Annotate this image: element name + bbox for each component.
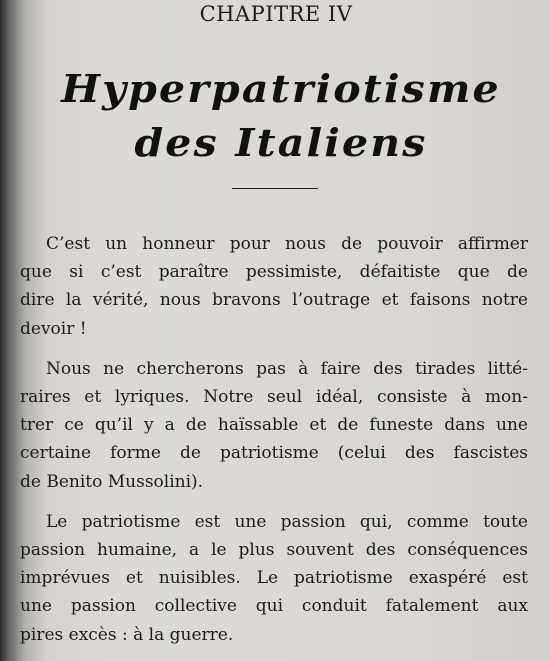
text-line: C’est un honneur pour nous de pouvoir affirmer [46, 234, 528, 254]
chapter-title-line-2: des Italiens [134, 120, 428, 165]
chapter-heading: CHAPITRE IV [199, 2, 353, 26]
chapter-title-line-1: Hyperpatriotisme [61, 66, 501, 111]
text-line: que si c’est paraître pessimiste, défaitiste que de [20, 262, 528, 283]
text-line: trer ce qu’il y a de haïssable et de funeste dans une [20, 415, 528, 436]
text-line: une passion collective qui conduit fatalement aux [20, 596, 528, 617]
text-line: passion humaine, a le plus souvent des conséquences [20, 540, 528, 561]
text-line: pires excès : à la guerre. [20, 624, 234, 645]
text-line: raires et lyriques. Notre seul idéal, consiste à mon- [20, 387, 528, 408]
text-line: certaine forme de patriotisme (celui des fascistes [20, 443, 528, 464]
text-line: de Benito Mussolini). [20, 471, 204, 492]
body-text [20, 230, 528, 661]
text-line: imprévues et nuisibles. Le patriotisme exaspéré est [20, 568, 528, 589]
text-line: dire la vérité, nous bravons l’outrage et faisons notre [20, 290, 528, 311]
text-line: Nous ne chercherons pas à faire des tirades litté- [46, 358, 528, 379]
paragraph [20, 230, 528, 343]
title-divider [232, 188, 318, 189]
text-line: Le patriotisme est une passion qui, comme toute [46, 511, 528, 532]
paragraph [20, 355, 528, 496]
paragraph [20, 508, 528, 649]
text-line: devoir ! [20, 318, 87, 339]
